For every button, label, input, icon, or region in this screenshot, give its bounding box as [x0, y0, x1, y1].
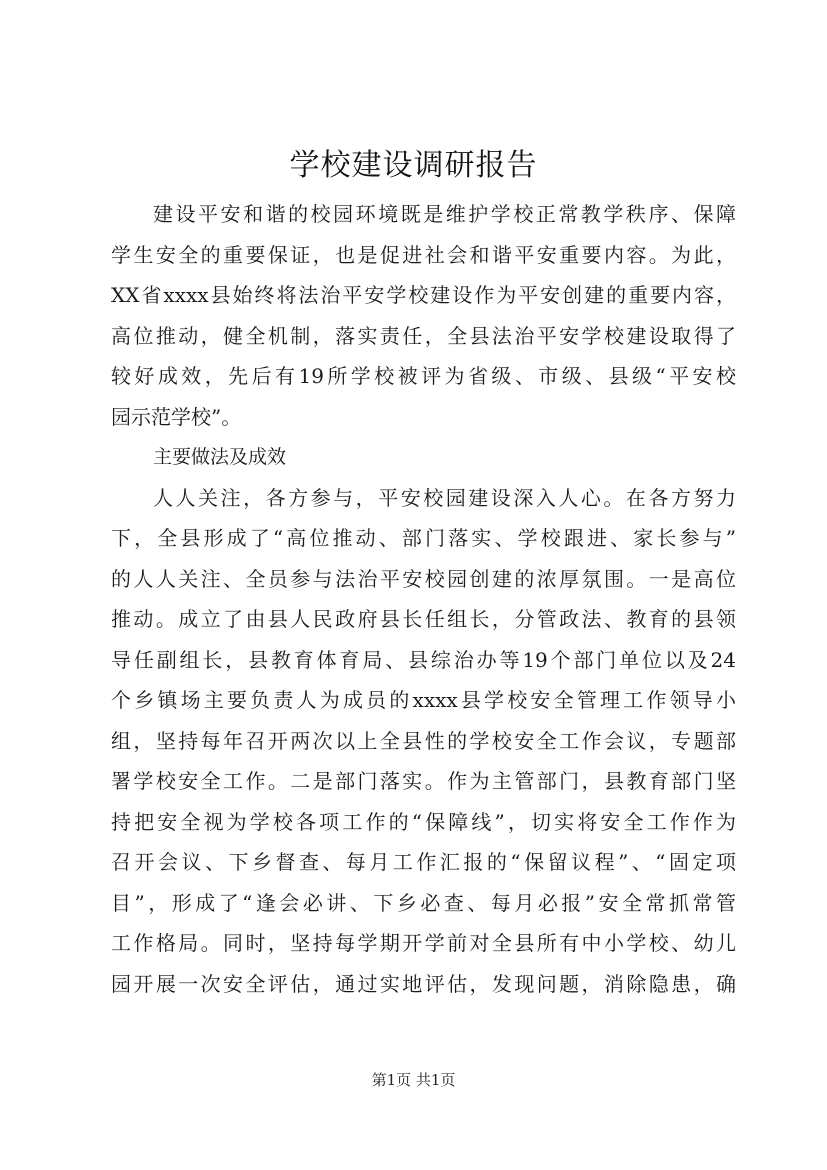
paragraph-2-line-11: 目”，形成了“逢会必讲、下乡必查、每月必报”安全常抓常管: [111, 890, 736, 915]
paragraph-1-line-1: 建设平安和谐的校园环境既是维护学校正常教学秩序、保障: [153, 202, 736, 226]
paragraph-1-line-5: 较好成效，先后有19所学校被评为省级、市级、县级“平安校: [111, 364, 736, 388]
paragraph-2-line-10: 召开会议、下乡督查、每月工作汇报的“保留议程”、“固定项: [111, 850, 736, 874]
paragraph-1-line-2: 学生安全的重要保证，也是促进社会和谐平安重要内容。为此，: [111, 242, 736, 267]
paragraph-1-line-3: XX省xxxx县始终将法治平安学校建设作为平安创建的重要内容，: [111, 283, 736, 307]
paragraph-2-line-2: 下，全县形成了“高位推动、部门落实、学校跟进、家长参与”: [111, 526, 736, 550]
section-heading: 主要做法及成效: [153, 446, 287, 468]
paragraph-2-line-13: 园开展一次安全评估，通过实地评估，发现问题，消除隐患，确: [111, 971, 736, 996]
paragraph-2-line-6: 个乡镇场主要负责人为成员的xxxx县学校安全管理工作领导小: [111, 688, 736, 712]
paragraph-2-line-1: 人人关注，各方参与，平安校园建设深入人心。在各方努力: [153, 485, 736, 510]
paragraph-2-line-4: 推动。成立了由县人民政府县长任组长，分管政法、教育的县领: [111, 607, 736, 631]
document-body: [111, 194, 736, 1004]
paragraph-2-line-8: 署学校安全工作。二是部门落实。作为主管部门，县教育部门坚: [111, 769, 736, 793]
paragraph-2-line-12: 工作格局。同时，坚持每学期开学前对全县所有中小学校、幼儿: [111, 931, 736, 955]
paragraph-2-line-3: 的人人关注、全员参与法治平安校园创建的浓厚氛围。一是高位: [111, 566, 736, 591]
document-title: 学校建设调研报告: [289, 148, 538, 183]
paragraph-2-line-9: 持把安全视为学校各项工作的“保障线”，切实将安全工作作为: [111, 809, 736, 834]
paragraph-1-line-4: 高位推动，健全机制，落实责任，全县法治平安学校建设取得了: [111, 323, 736, 348]
page-footer: 第1页 共1页: [371, 1071, 456, 1089]
paragraph-1-line-6: 园示范学校”。: [111, 404, 242, 429]
paragraph-2-line-5: 导任副组长，县教育体育局、县综治办等19个部门单位以及24: [111, 647, 736, 672]
paragraph-2-line-7: 组，坚持每年召开两次以上全县性的学校安全工作会议，专题部: [111, 728, 736, 753]
